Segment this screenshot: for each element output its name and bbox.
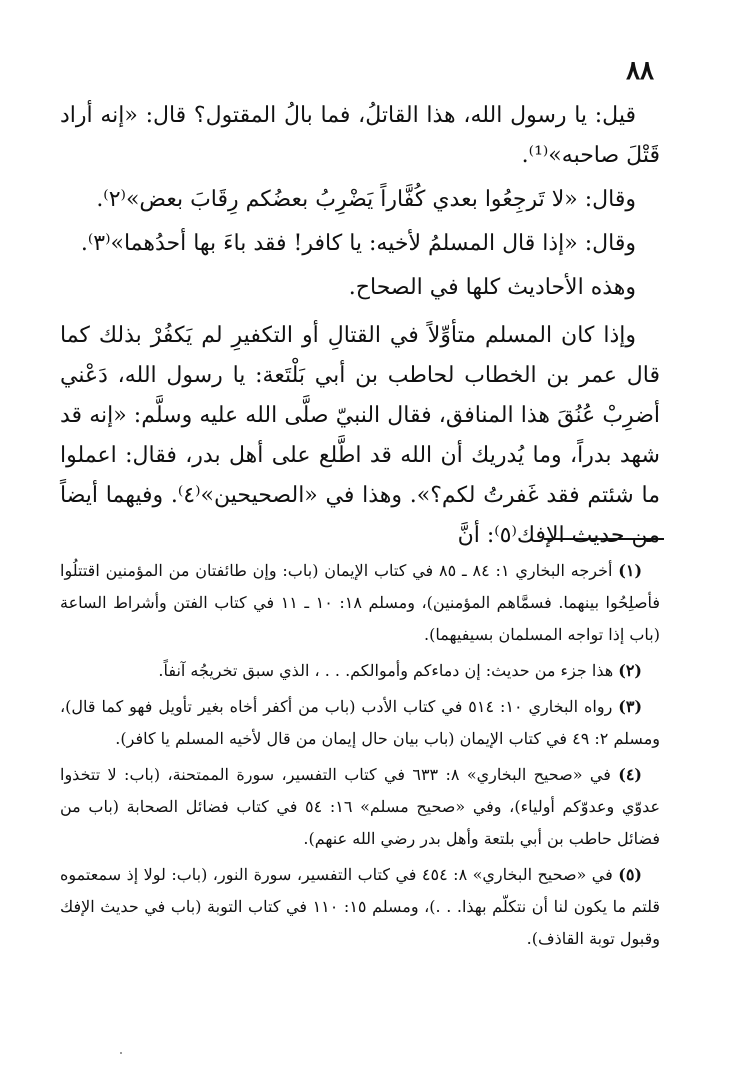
paragraph-5: وإذا كان المسلم متأوِّلاً في القتالِ أو التكفيرِ لم يَكفُرْ بذلك كما قال عمر بن الخطاب لحاطب بن أبي بَلْتَعة: يا رسول الله، دَعْني أضرِبْ عُنُقَ هذا المنافق، فقال النبيّ صلَّى الله عليه وسلَّم: «إنه قد شهد بدراً، وما يُدريك أن الله قد اطَّلع على أهل بدر، فقال: اعملوا ما شئتم فقد غَفرتُ لكم؟». وهذا في «الصحيحين»⁽٤⁾. وفيهما أيضاً من حديث الإفك⁽٥⁾: أنَّ [60, 323, 660, 548]
footnote-2-number: (٢) [618, 661, 642, 680]
footnote-1-text: أخرجه البخاري ١: ٨٤ ـ ٨٥ في كتاب الإيمان (باب: وإن طائفتان من المؤمنين اقتتلُوا فأصلِحُوا بينهما. فسمَّاهم المؤمنين)، ومسلم ١٨: ١٠ ـ ١١ في كتاب الفتن وأشراط الساعة (باب إذا تواجه المسلمان بسيفيهما). [60, 561, 661, 644]
footnote-4 [60, 759, 660, 855]
footnote-5-text: في «صحيح البخاري» ٨: ٤٥٤ في كتاب التفسير، سورة النور، (باب: لولا إذ سمعتموه قلتم ما يكون لنا أن نتكلّم بهذا. . .)، ومسلم ١٥: ١١٠ في كتاب التوبة (باب في حديث الإفك وقبول توبة القاذف). [60, 865, 661, 948]
paragraph-2: وقال: «لا تَرجِعُوا بعدي كُفَّاراً يَضْرِبُ بعضُكم رِقَابَ بعض»⁽٢⁾. [96, 187, 636, 212]
footnote-3-number: (٣) [618, 697, 643, 716]
footnote-2-text: هذا جزء من حديث: إن دماءكم وأموالكم. . . ، الذي سبق تخريجُه آنفاً. [158, 661, 614, 680]
footnote-5-number: (٥) [618, 865, 642, 884]
paragraph-4: وهذه الأحاديث كلها في الصحاح. [348, 275, 636, 300]
main-text [60, 96, 660, 564]
paragraph-3: وقال: «إذا قال المسلمُ لأخيه: يا كافر! فقد باءَ بها أحدُهما»⁽٣⁾. [80, 231, 636, 256]
scan-speck [120, 1052, 122, 1054]
footnote-2 [60, 655, 660, 687]
footnote-4-text: في «صحيح البخاري» ٨: ٦٣٣ في كتاب التفسير، سورة الممتحنة، (باب: لا تتخذوا عدوّي وعدوّكم أولياء)، وفي «صحيح مسلم» ١٦: ٥٤ في كتاب فضائل الصحابة (باب من فضائل حاطب بن أبي بلتعة وأهل بدر رضي الله عنهم). [60, 765, 661, 848]
footnote-1 [60, 555, 660, 651]
page-number: ٨٨ [626, 56, 654, 86]
footnote-3-text: رواه البخاري ١٠: ٥١٤ في كتاب الأدب (باب من أكفر أخاه بغير تأويل فهو كما قال)، ومسلم ٢: ٤٩ في كتاب الإيمان (باب بيان حال إيمان من قال لأخيه المسلم يا كافر). [60, 697, 660, 748]
footnote-divider [544, 538, 664, 540]
footnote-5 [60, 859, 660, 955]
footnote-3 [60, 691, 660, 755]
paragraph-1: قيل: يا رسول الله، هذا القاتلُ، فما بالُ المقتول؟ قال: «إنه أراد قَتْلَ صاحبه»⁽¹⁾. [60, 103, 660, 168]
footnote-1-number: (١) [618, 561, 643, 580]
footnotes [60, 555, 660, 959]
footnote-4-number: (٤) [618, 765, 642, 784]
